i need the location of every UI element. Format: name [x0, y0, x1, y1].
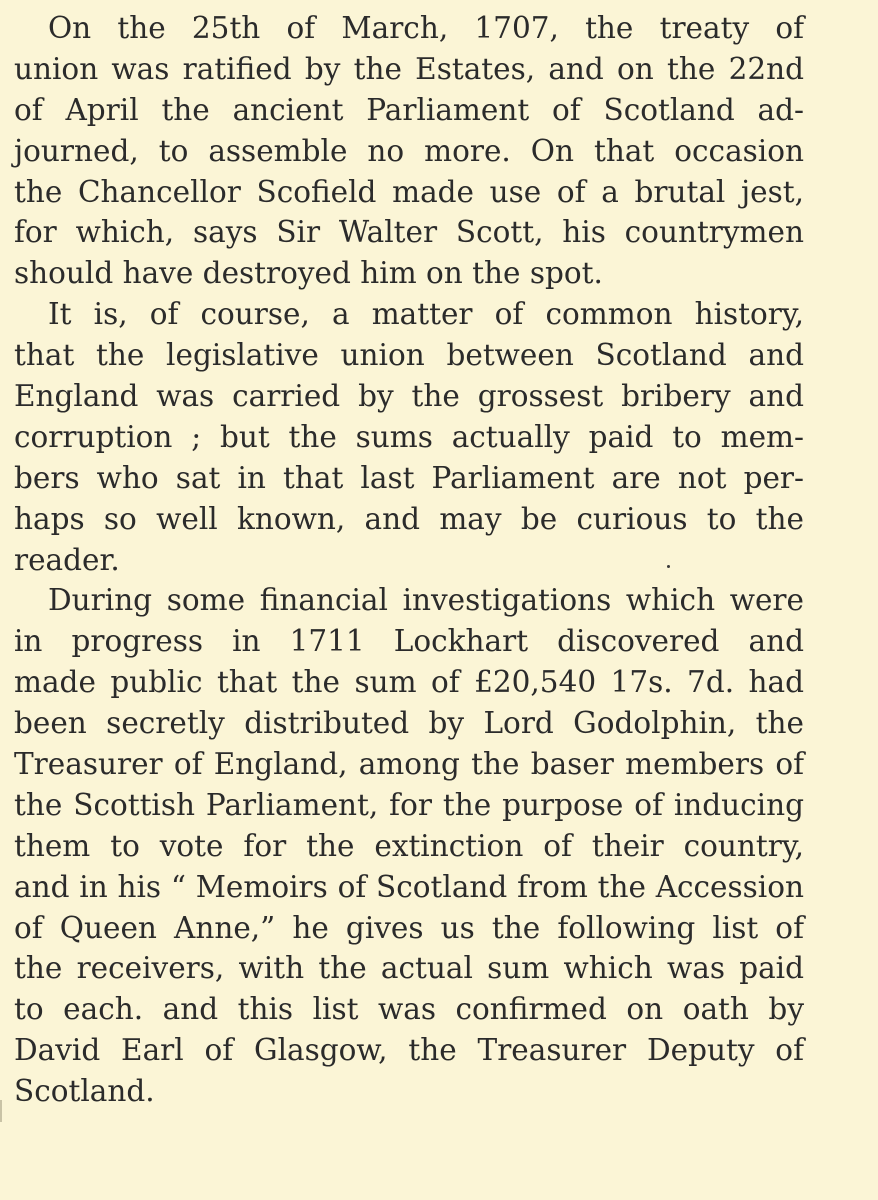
text-line: corruption ; but the sums actually paid to mem- [14, 419, 804, 454]
text-line: bers who sat in that last Parliament are not per- [14, 460, 804, 495]
body-text [14, 8, 804, 1112]
text-line: Scotland. [14, 1074, 155, 1109]
text-line: During some financial investigations which were [48, 583, 804, 618]
text-line: the Scottish Parliament, for the purpose of inducing [14, 787, 804, 822]
text-line: made public that the sum of £20,540 17s. 7d. had [14, 665, 804, 700]
text-line: union was ratified by the Estates, and on the 22nd [14, 51, 804, 86]
text-line: the Chancellor Scofield made use of a brutal jest, [14, 174, 804, 209]
text-line: of April the ancient Parliament of Scotland ad- [14, 92, 804, 127]
paragraph-3 [14, 580, 804, 1112]
text-line: Treasurer of England, among the baser members of [14, 747, 804, 782]
text-line: On the 25th of March, 1707, the treaty of [48, 11, 804, 45]
text-line: It is, of course, a matter of common history, [48, 297, 804, 332]
text-line: them to vote for the extinction of their country, [14, 828, 804, 863]
text-line: England was carried by the grossest bribery and [14, 379, 804, 414]
paragraph-1 [14, 8, 804, 294]
text-line: and in his “ Memoirs of Scotland from the Accession [14, 869, 804, 904]
text-line: should have destroyed him on the spot. [14, 256, 603, 291]
print-speck [667, 565, 670, 568]
text-line: David Earl of Glasgow, the Treasurer Deputy of [14, 1033, 804, 1068]
text-line: haps so well known, and may be curious to the [14, 501, 804, 536]
page-edge-mark [0, 1100, 2, 1122]
paragraph-2 [14, 294, 804, 580]
text-line: in progress in 1711 Lockhart discovered and [14, 624, 804, 659]
text-line: of Queen Anne,” he gives us the following list of [14, 910, 804, 945]
text-line: to each. and this list was confirmed on oath by [14, 992, 804, 1027]
text-line: journed, to assemble no more. On that occasion [14, 133, 804, 168]
text-line: the receivers, with the actual sum which was paid [14, 951, 804, 986]
text-line: that the legislative union between Scotland and [14, 338, 804, 373]
text-line: reader. [14, 542, 120, 577]
text-line: been secretly distributed by Lord Godolphin, the [14, 706, 804, 741]
text-line: for which, says Sir Walter Scott, his countrymen [14, 215, 804, 250]
